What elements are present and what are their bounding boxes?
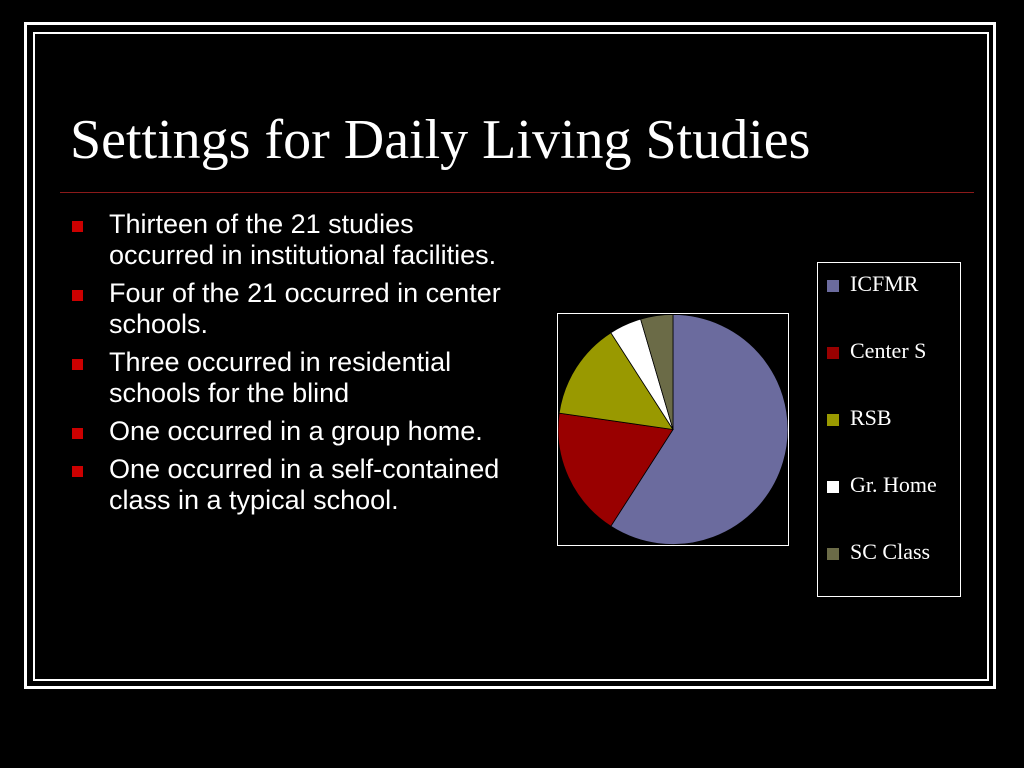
legend-item-center-s bbox=[826, 336, 962, 366]
bullet-item bbox=[72, 416, 512, 447]
pie-chart-area bbox=[557, 313, 789, 546]
legend-label: ICFMR bbox=[850, 271, 919, 296]
bullet-list bbox=[72, 209, 512, 523]
legend-item-sc-class bbox=[826, 537, 962, 567]
legend-label: RSB bbox=[850, 405, 892, 430]
legend-item-icfmr bbox=[826, 269, 962, 299]
square-bullet-icon bbox=[72, 428, 83, 439]
legend-label: Center S bbox=[850, 338, 927, 363]
legend-label: SC Class bbox=[850, 539, 931, 564]
square-bullet-icon bbox=[72, 290, 83, 301]
legend-item-rsb bbox=[826, 403, 962, 433]
title-divider bbox=[60, 192, 974, 193]
legend-swatch bbox=[826, 547, 840, 561]
slide-title: Settings for Daily Living Studies bbox=[70, 109, 811, 171]
legend-swatch bbox=[826, 480, 840, 494]
bullet-text: Three occurred in residential schools for the blind bbox=[109, 347, 452, 408]
square-bullet-icon bbox=[72, 221, 83, 232]
bullet-text: Four of the 21 occurred in center schools. bbox=[109, 278, 501, 339]
legend-swatch bbox=[826, 346, 840, 360]
bullet-text: One occurred in a group home. bbox=[109, 416, 483, 446]
bullet-item bbox=[72, 347, 512, 409]
bullet-text: Thirteen of the 21 studies occurred in institutional facilities. bbox=[109, 209, 497, 270]
legend-label: Gr. Home bbox=[850, 472, 937, 497]
bullet-text: One occurred in a self-contained class in a typical school. bbox=[109, 454, 500, 515]
pie-chart bbox=[558, 314, 788, 545]
legend-item-gr-home bbox=[826, 470, 962, 500]
bullet-item bbox=[72, 454, 512, 516]
square-bullet-icon bbox=[72, 466, 83, 477]
bullet-item bbox=[72, 209, 512, 271]
legend-swatch bbox=[826, 413, 840, 427]
chart-legend bbox=[817, 262, 961, 597]
legend-swatch bbox=[826, 279, 840, 293]
square-bullet-icon bbox=[72, 359, 83, 370]
bullet-item bbox=[72, 278, 512, 340]
